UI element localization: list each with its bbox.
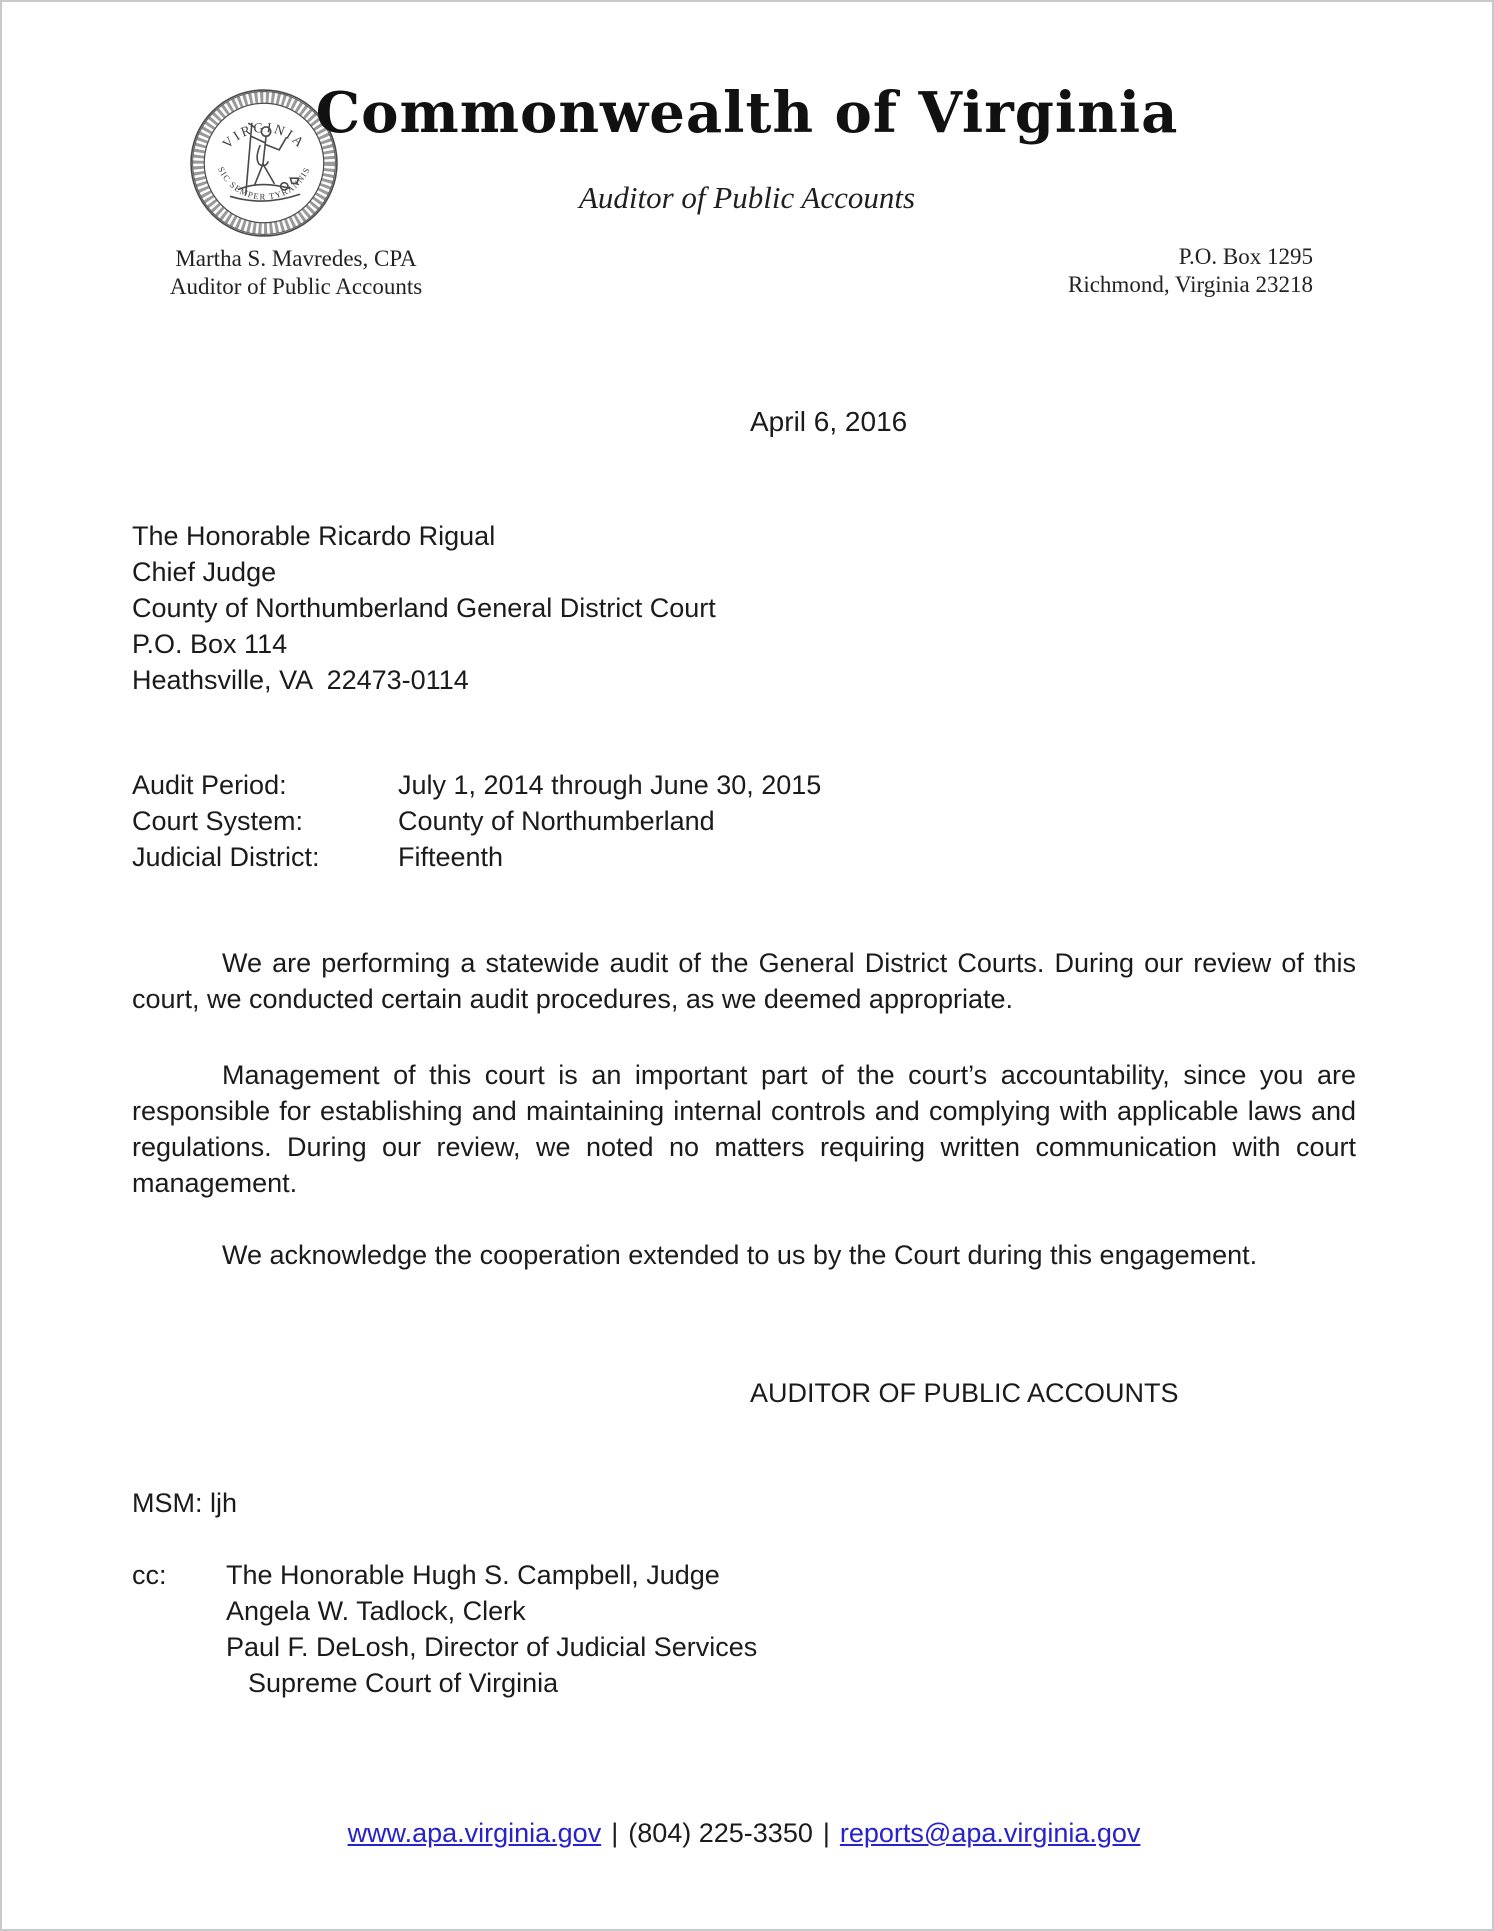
- auditor-title: Auditor of Public Accounts: [169, 274, 423, 299]
- seal-top-text: VIRGINIA: [219, 119, 309, 152]
- recipient-court: County of Northumberland General District Court: [132, 593, 716, 623]
- website-link[interactable]: www.apa.virginia.gov: [347, 1818, 602, 1848]
- recipient-address-block: [132, 518, 1356, 698]
- auditor-name: Martha S. Mavredes, CPA: [175, 246, 417, 271]
- judicial-district-row: [132, 839, 1356, 875]
- audit-metadata-block: [132, 767, 1356, 875]
- audit-period-label: Audit Period:: [132, 770, 287, 800]
- cc-label: cc:: [132, 1560, 167, 1590]
- letter-body: [2, 404, 1492, 1851]
- judicial-district-label: Judicial District:: [132, 842, 320, 872]
- recipient-city-zip: Heathsville, VA 22473-0114: [132, 665, 469, 695]
- audit-period-value: July 1, 2014 through June 30, 2015: [398, 770, 822, 800]
- recipient-title: Chief Judge: [132, 557, 277, 587]
- org-subtitle: Auditor of Public Accounts: [578, 180, 916, 215]
- cc-names: [226, 1557, 757, 1701]
- reference-initials: MSM: ljh: [132, 1488, 238, 1518]
- paragraph-audit-scope: We are performing a statewide audit of the General District Courts. During our review of this court, we conducted certain audit procedures, as we deemed appropriate.: [132, 948, 1356, 1014]
- court-system-value: County of Northumberland: [398, 806, 715, 836]
- court-system-row: [132, 803, 1356, 839]
- office-po-box: P.O. Box 1295: [1178, 244, 1313, 269]
- auditor-name-block: [150, 245, 442, 301]
- cc-name: The Honorable Hugh S. Campbell, Judge: [226, 1560, 720, 1590]
- footer-phone: (804) 225-3350: [628, 1818, 813, 1848]
- cc-block: [132, 1557, 1356, 1701]
- footer-separator: |: [822, 1818, 830, 1848]
- email-link[interactable]: reports@apa.virginia.gov: [839, 1818, 1141, 1848]
- cc-name: Supreme Court of Virginia: [248, 1668, 559, 1698]
- footer-contact-line: [132, 1815, 1356, 1851]
- recipient-po-box: P.O. Box 114: [132, 629, 288, 659]
- cc-name: Angela W. Tadlock, Clerk: [226, 1596, 526, 1626]
- office-city: Richmond, Virginia 23218: [1067, 272, 1313, 297]
- letter-date: April 6, 2016: [750, 406, 908, 437]
- cc-name: Paul F. DeLosh, Director of Judicial Services: [226, 1632, 758, 1662]
- org-title: Commonwealth of Virginia: [315, 80, 1179, 146]
- audit-period-row: [132, 767, 1356, 803]
- paragraph-acknowledgement: We acknowledge the cooperation extended to us by the Court during this engagement.: [222, 1240, 1258, 1270]
- seal-bottom-text: SIC SEMPER TYRANNIS: [216, 165, 312, 202]
- office-address-block: [1068, 243, 1313, 299]
- signature-org-line: AUDITOR OF PUBLIC ACCOUNTS: [750, 1378, 1179, 1408]
- recipient-name: The Honorable Ricardo Rigual: [132, 521, 496, 551]
- paragraph-management: Management of this court is an important part of the court’s accountability, since you are responsible for establishing and maintaining internal controls and complying with applicable laws and regulations. During our review, we noted no matters requiring written communication with court management.: [132, 1060, 1356, 1198]
- footer-separator: |: [611, 1818, 619, 1848]
- judicial-district-value: Fifteenth: [398, 842, 504, 872]
- court-system-label: Court System:: [132, 806, 304, 836]
